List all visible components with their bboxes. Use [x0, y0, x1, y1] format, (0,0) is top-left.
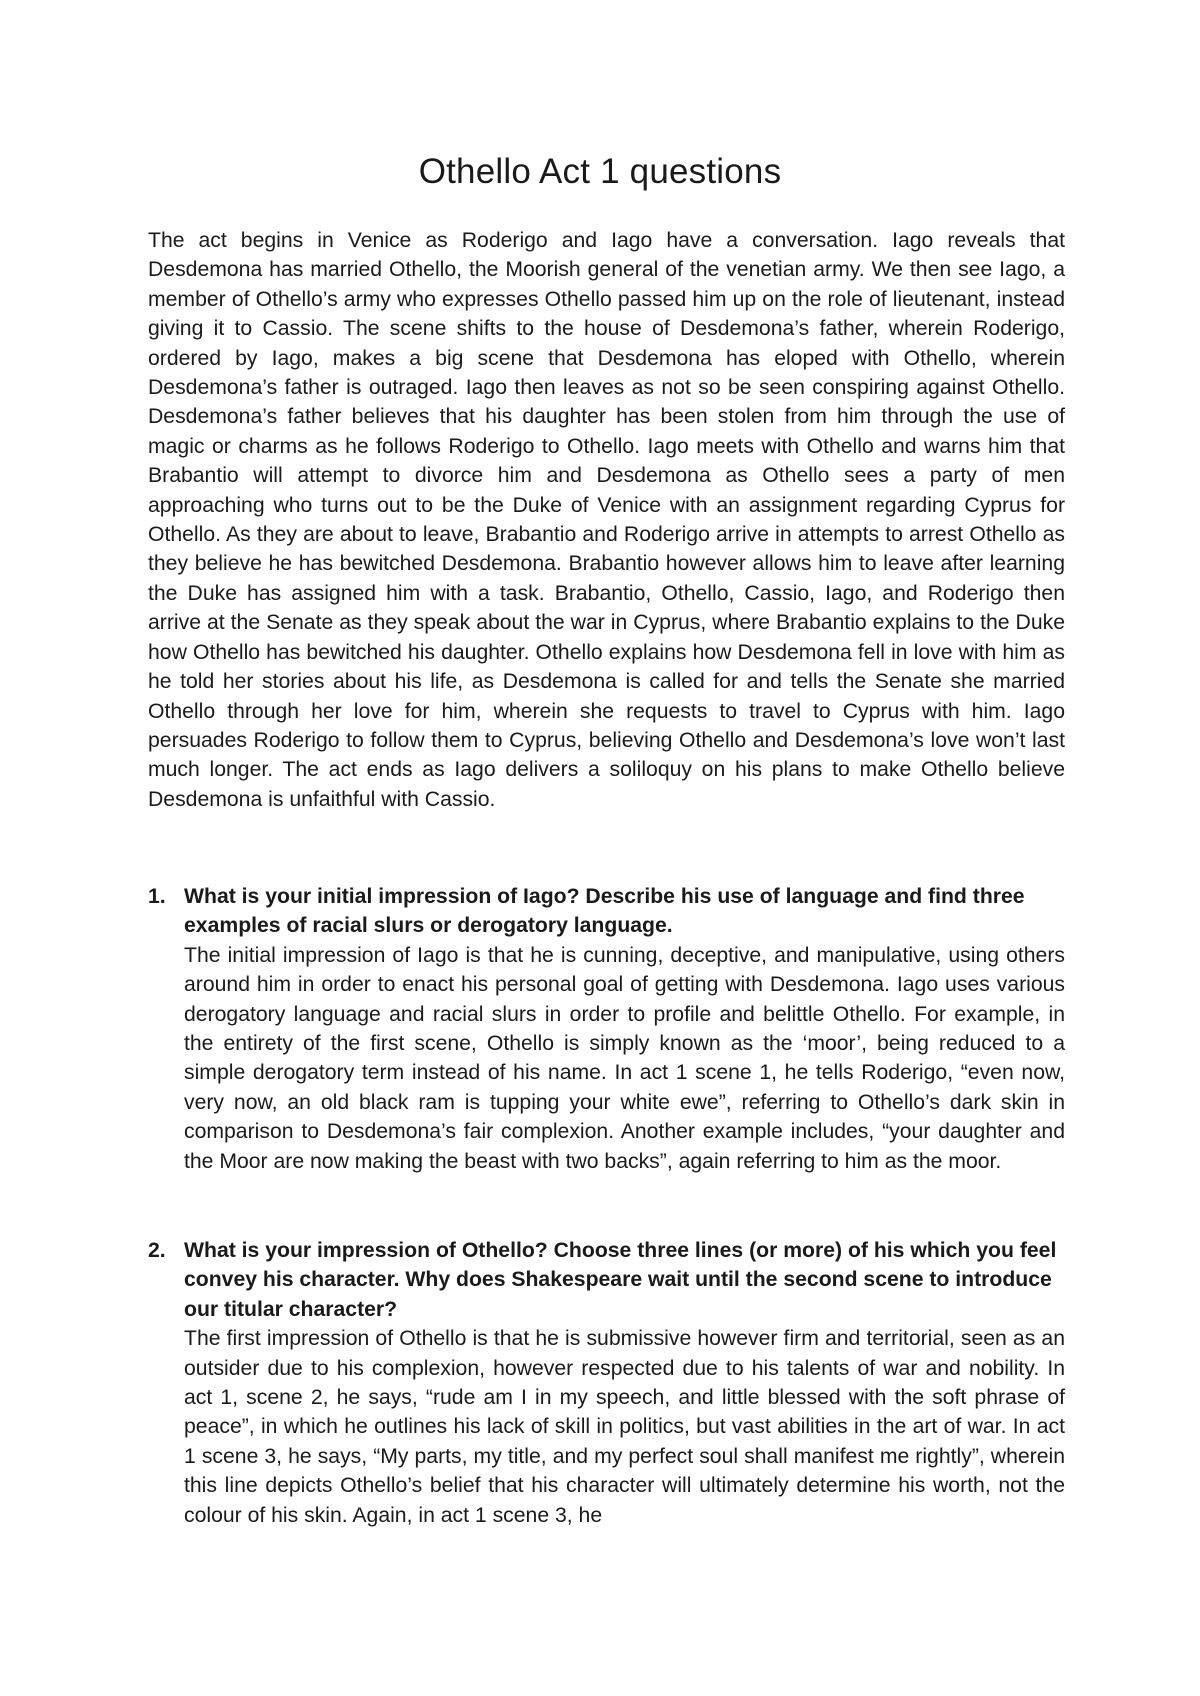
- intro-paragraph: The act begins in Venice as Roderigo and Iago have a conversation. Iago reveals that Desdemona has married Othello, the Moorish general of the venetian army. We then see Iago, a member of Othello’s army who expresses Othello passed him up on the role of lieutenant, instead giving it to Cassio. The scene shifts to the house of Desdemona’s father, wherein Roderigo, ordered by Iago, makes a big scene that Desdemona has eloped with Othello, wherein Desdemona’s father is outraged. Iago then leaves as not so be seen conspiring against Othello. Desdemona’s father believes that his daughter has been stolen from him through the use of magic or charms as he follows Roderigo to Othello. Iago meets with Othello and warns him that Brabantio will attempt to divorce him and Desdemona as Othello sees a party of men approaching who turns out to be the Duke of Venice with an assignment regarding Cyprus for Othello. As they are about to leave, Brabantio and Roderigo arrive in attempts to arrest Othello as they believe he has bewitched Desdemona. Brabantio however allows him to leave after learning the Duke has assigned him with a task. Brabantio, Othello, Cassio, Iago, and Roderigo then arrive at the Senate as they speak about the war in Cyprus, where Brabantio explains to the Duke how Othello has bewitched his daughter. Othello explains how Desdemona fell in love with him as he told her stories about his life, as Desdemona is called for and tells the Senate she married Othello through her love for him, wherein she requests to travel to Cyprus with him. Iago persuades Roderigo to follow them to Cyprus, believing Othello and Desdemona’s love won’t last much longer. The act ends as Iago delivers a soliloquy on his plans to make Othello believe Desdemona is unfaithful with Cassio.: [148, 229, 1065, 811]
- question-number: 2.: [148, 1239, 166, 1262]
- page-title: Othello Act 1 questions: [418, 152, 782, 191]
- question-number: 1.: [148, 885, 166, 908]
- question-text: What is your impression of Othello? Choose three lines (or more) of his which you feel convey his character. Why does Shakespeare wait until the second scene to introduce our titular character?: [184, 1239, 1057, 1321]
- answer-text: The initial impression of Iago is that he is cunning, deceptive, and manipulative, using others around him in order to enact his personal goal of getting with Desdemona. Iago uses various derogatory language and racial slurs in order to profile and belittle Othello. For example, in the entirety of the first scene, Othello is simply known as the ‘moor’, being reduced to a simple derogatory term instead of his name. In act 1 scene 1, he tells Roderigo, “even now, very now, an old black ram is tupping your white ewe”, referring to Othello’s dark skin in comparison to Desdemona’s fair complexion. Another example includes, “your daughter and the Moor are now making the beast with two backs”, again referring to him as the moor.: [184, 943, 1065, 1173]
- question-text: What is your initial impression of Iago? Describe his use of language and find three examples of racial slurs or derogatory language.: [184, 885, 1025, 938]
- answer-text: The first impression of Othello is that he is submissive however firm and territorial, seen as an outsider due to his complexion, however respected due to his talents of war and nobility. In act 1, scene 2, he says, “rude am I in my speech, and little blessed with the soft phrase of peace”, in which he outlines his lack of skill in politics, but vast abilities in the art of war. In act 1 scene 3, he says, “My parts, my title, and my perfect soul shall manifest me rightly”, wherein this line depicts Othello’s belief that his character will ultimately determine his worth, not the colour of his skin. Again, in act 1 scene 3, he: [184, 1327, 1065, 1527]
- question-2: [148, 1236, 1065, 1530]
- question-1: [148, 882, 1065, 1176]
